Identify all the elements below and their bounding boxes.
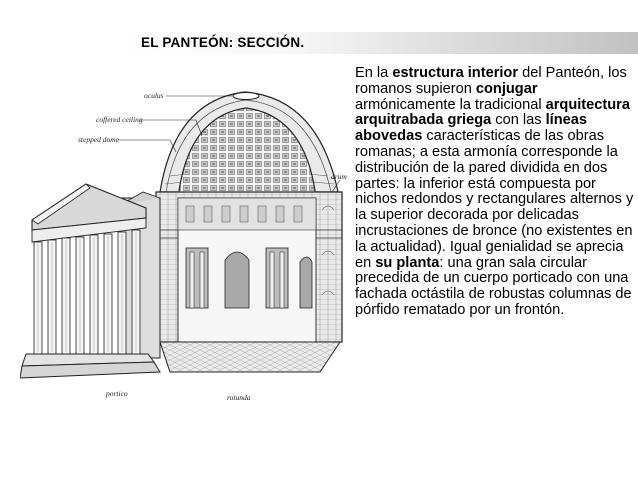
bold-run: líneas abovedas bbox=[355, 112, 587, 145]
bold-run: arquitectura arquitrabada griega bbox=[355, 96, 630, 129]
bold-run: estructura interior bbox=[392, 65, 519, 81]
body-paragraph bbox=[355, 66, 637, 319]
bold-run: su planta bbox=[375, 254, 440, 271]
text-run: En la bbox=[355, 65, 393, 81]
rotunda-drum bbox=[156, 192, 342, 342]
label-oculus: oculus bbox=[144, 91, 164, 100]
text-run: del Panteón, los romanos supieron bbox=[355, 65, 627, 97]
label-rotunda: rotunda bbox=[227, 393, 251, 402]
label-stepped-dome: stepped dome bbox=[78, 135, 120, 144]
pantheon-section-figure bbox=[20, 80, 355, 405]
oculus bbox=[233, 93, 259, 100]
text-run: : una gran sala circular precedida de un cuerpo porticado con una fachada octástila de robustas columnas de pórfido rematado por un frontón. bbox=[355, 254, 632, 318]
bold-run: conjugar bbox=[475, 80, 538, 97]
rotunda-floor bbox=[160, 342, 340, 372]
label-portico: portico bbox=[106, 389, 128, 398]
text-run: características de las obras romanas; a esta armonía corresponde la distribución de la pared dividida en dos partes: la inferior está compuesta por nichos redondos y rectangulares alternos y la superior decorada por delicadas incrustaciones de bronce (no existentes en la actualidad). Igual genialidad se aprecia en bbox=[355, 128, 634, 271]
body-text bbox=[355, 66, 637, 319]
slide-title: EL PANTEÓN: SECCIÓN. bbox=[141, 35, 305, 50]
text-run: con las bbox=[491, 112, 546, 129]
label-drum: drum bbox=[331, 172, 347, 181]
portico bbox=[20, 184, 160, 378]
text-run: armónicamente la tradicional bbox=[355, 96, 546, 113]
label-coffered-ceiling: coffered ceiling bbox=[96, 115, 143, 124]
